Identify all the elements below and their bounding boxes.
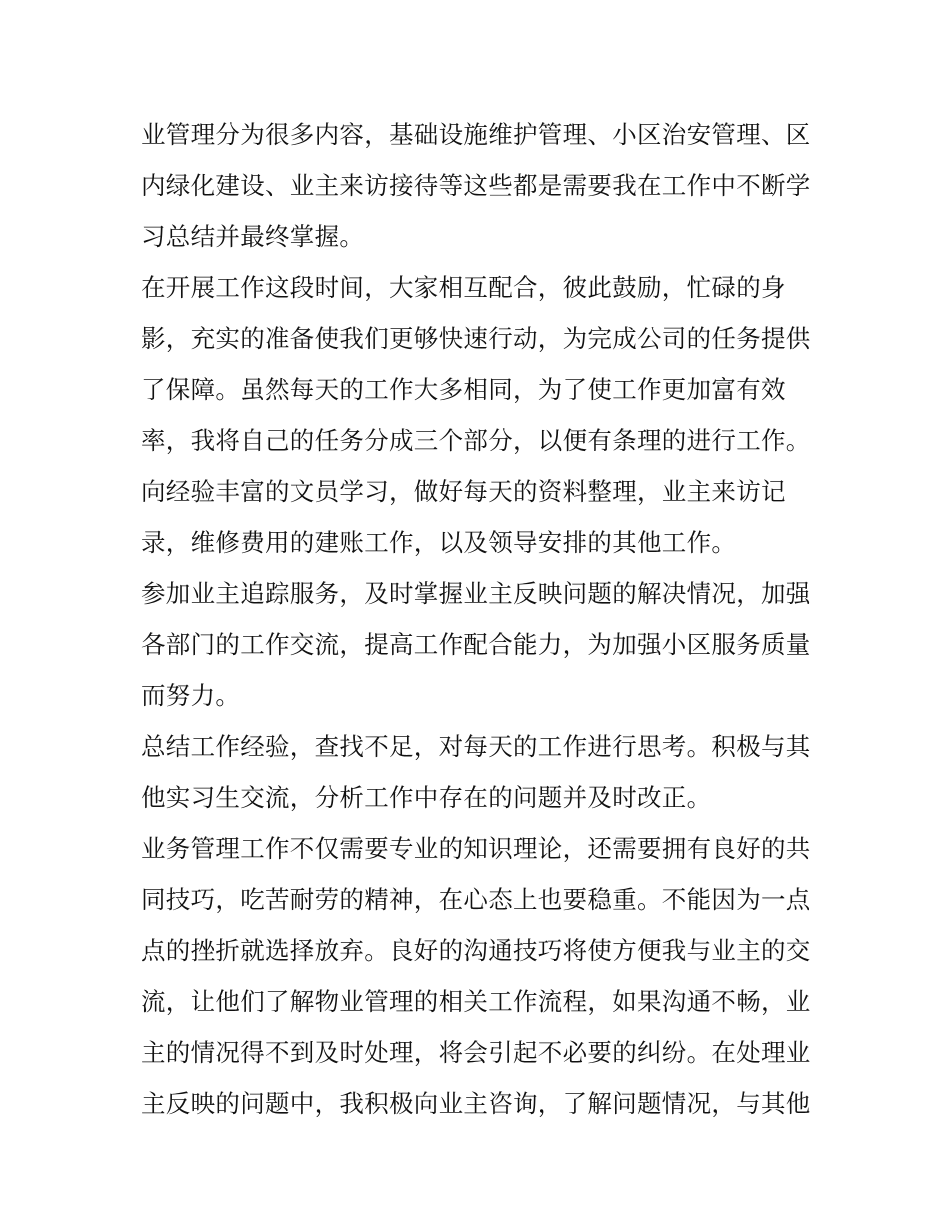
text-line: 同技巧，吃苦耐劳的精神，在心态上也要稳重。不能因为一点 [141,885,811,914]
text-line: 主反映的问题中，我积极向业主咨询，了解问题情况，与其他 [141,1089,811,1118]
text-line: 业务管理工作不仅需要专业的知识理论，还需要拥有良好的共 [141,834,811,863]
text-line: 主的情况得不到及时处理，将会引起不必要的纠纷。在处理业 [141,1038,811,1067]
text-line: 率，我将自己的任务分成三个部分，以便有条理的进行工作。 [141,426,811,455]
text-line: 在开展工作这段时间，大家相互配合，彼此鼓励，忙碌的身 [141,273,786,302]
text-line: 而努力。 [141,681,241,710]
text-line: 参加业主追踪服务，及时掌握业主反映问题的解决情况，加强 [141,579,811,608]
text-line: 流，让他们了解物业管理的相关工作流程，如果沟通不畅，业 [141,987,811,1016]
text-line: 向经验丰富的文员学习，做好每天的资料整理，业主来访记 [141,477,786,506]
text-line: 各部门的工作交流，提高工作配合能力，为加强小区服务质量 [141,630,811,659]
text-line: 录，维修费用的建账工作，以及领导安排的其他工作。 [141,528,737,557]
text-line: 总结工作经验，查找不足，对每天的工作进行思考。积极与其 [141,732,811,761]
text-line: 点的挫折就选择放弃。良好的沟通技巧将使方便我与业主的交 [141,936,811,965]
text-line: 了保障。虽然每天的工作大多相同，为了使工作更加富有效 [141,375,786,404]
text-line: 他实习生交流，分析工作中存在的问题并及时改正。 [141,783,712,812]
text-line: 影，充实的准备使我们更够快速行动，为完成公司的任务提供 [141,324,811,353]
text-line: 业管理分为很多内容，基础设施维护管理、小区治安管理、区 [141,120,811,149]
text-line: 习总结并最终掌握。 [141,222,365,251]
text-line: 内绿化建设、业主来访接待等这些都是需要我在工作中不断学 [141,171,811,200]
document-body [141,109,821,1129]
